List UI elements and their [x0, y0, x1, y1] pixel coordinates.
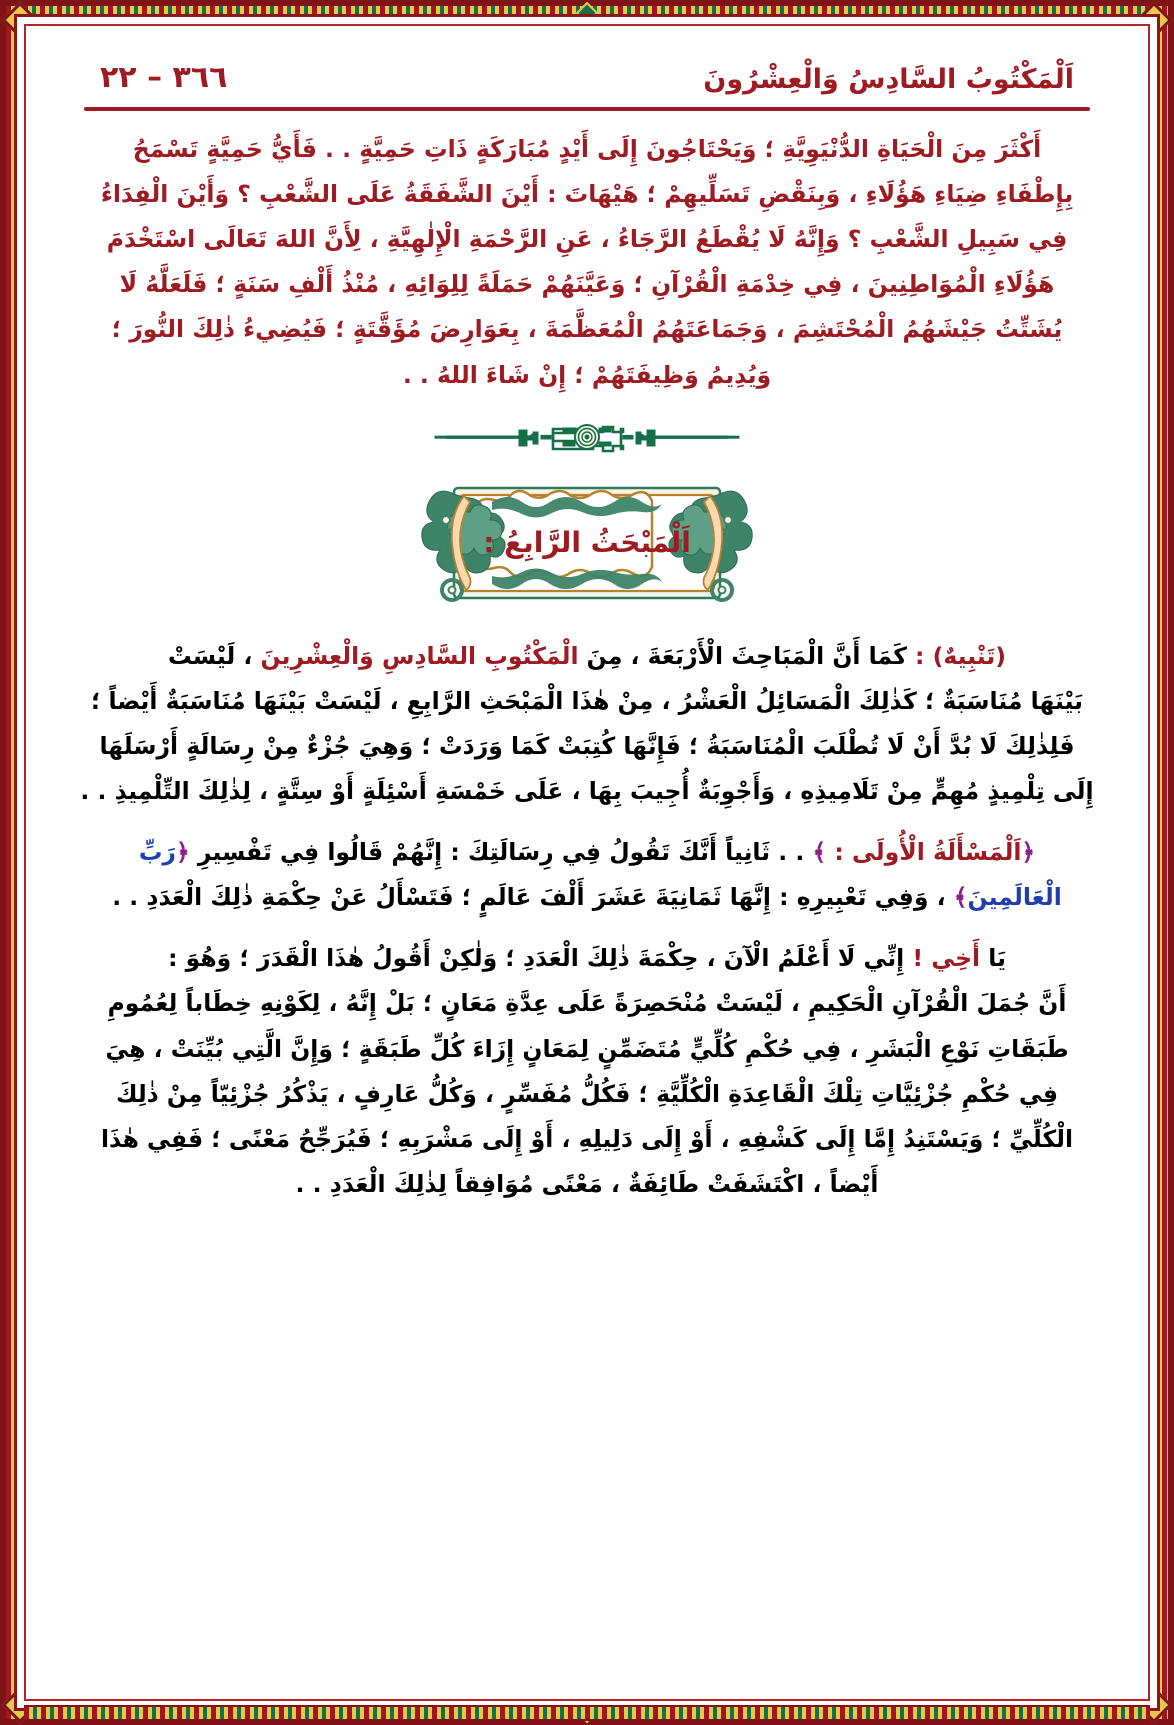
tanbih-line — [70, 724, 1104, 769]
first-question-line — [70, 830, 1104, 875]
answer-run: يَا — [980, 944, 1006, 973]
bottom-ornament-strip — [24, 1705, 1150, 1721]
paragraph-answer — [70, 936, 1104, 1207]
answer-run: أَيْضاً ، اكْتَشَفَتْ طَائِفَةٌ ، مَعْنًى مُوَافِقاً لِذٰلِكَ الْعَدَدِ . . — [295, 1169, 879, 1198]
first-question-run: ﴿ — [175, 838, 190, 867]
intro-line: وَيُدِيمُ وَظِيفَتَهُمْ ؛ إِنْ شَاءَ اللهُ . . — [402, 360, 772, 389]
paragraph-intro — [70, 127, 1104, 398]
intro-line: يُشَتِّتُ جَيْشَهُمُ الْمُحْتَشِمَ ، وَجَمَاعَتَهُمُ الْمُعَظَّمَةَ ، بِعَوَارِضَ مُؤَقَّتَةٍ ؛ فَيُضِيءُ ذٰلِكَ النُّورَ ؛ — [111, 315, 1063, 344]
tanbih-line — [70, 679, 1104, 724]
tanbih-run: كَمَا أَنَّ الْمَبَاحِثَ الْأَرْبَعَةَ ، مِنَ — [578, 641, 907, 670]
tanbih-run: ، لَيْسَتْ — [168, 641, 261, 670]
header-rule — [84, 107, 1090, 111]
answer-run: الْكُلِّيِّ ؛ وَيَسْتَنِدُ إِمَّا إِلَى كَشْفِهِ ، أَوْ إِلَى دَلِيلِهِ ، أَوْ إِلَى مَشْرَبِهِ ؛ فَيُرَجِّحُ مَعْنًى ؛ فَفِي هٰذَا — [100, 1124, 1074, 1153]
first-question-run: ﴿ — [1021, 838, 1036, 867]
first-question-run: الْعَالَمِينَ — [967, 883, 1062, 912]
answer-run: طَبَقَاتِ نَوْعِ الْبَشَرِ ، فِي حُكْمِ كُلِّيٍّ مُتَضَمِّنٍ لِمَعَانٍ إِزَاءَ كُلِّ طَبَقَةٍ ؛ وَإِنَّ الَّتِي بُيِّنَتْ ، هِيَ — [105, 1034, 1069, 1063]
first-question-run: . . ثَانِياً — [717, 838, 813, 867]
answer-run: إِنِّي لَا أَعْلَمُ الْآنَ ، حِكْمَةَ ذٰلِكَ الْعَدَدِ ؛ وَلٰكِنْ أَقُولُ هٰذَا الْقَدَرَ ؛ وَهُوَ : — [168, 944, 913, 973]
first-question-run: ، وَفِي تَعْبِيرِهِ : إِنَّهَا ثَمَانِيَةَ عَشَرَ أَلْفَ عَالَمٍ ؛ فَتَسْأَلُ عَنْ حِكْمَةِ ذٰلِكَ الْعَدَدِ . . — [112, 883, 954, 912]
section-heading-frame — [402, 468, 772, 618]
tanbih-run: بَيْنَهَا مُنَاسَبَةٌ ؛ كَذٰلِكَ الْمَسَائِلُ الْعَشْرُ ، مِنْ هٰذَا الْمَبْحَثِ الرَّابِعِ ، لَيْسَتْ بَيْنَهَا مُنَاسَبَةٌ أَيْضاً ؛ — [90, 686, 1084, 715]
first-question-run: اَلْمَسْأَلَةُ الْأُولَى : — [826, 838, 1022, 867]
page-content — [36, 36, 1138, 1689]
answer-run: أَنَّ جُمَلَ الْقُرْآنِ الْحَكِيمِ ، لَيْسَتْ مُنْحَصِرَةً عَلَى عِدَّةِ مَعَانٍ ؛ بَلْ إِنَّهُ ، لِكَوْنِهِ خِطَاباً لِعُمُومِ — [107, 989, 1067, 1018]
page-header — [64, 54, 1110, 95]
answer-run: أَخِي ! — [912, 944, 981, 973]
tanbih-line — [70, 634, 1104, 679]
first-question-run: ﴾ — [953, 883, 968, 912]
section-heading-text: اَلْمَبْحَثُ الرَّابِعُ : — [483, 525, 691, 559]
tanbih-run: إِلَى تِلْمِيذٍ مُهِمٍّ مِنْ تَلَامِيذِهِ ، وَأَجْوِبَةٌ أُجِيبَ بِهَا ، عَلَى خَمْسَةِ أَسْئِلَةٍ أَوْ سِتَّةٍ ، لِذٰلِكَ التِّلْمِيذِ . . — [80, 776, 1094, 805]
answer-line — [70, 936, 1104, 981]
tanbih-run: (تَنْبِيهٌ) : — [906, 641, 1006, 670]
answer-line — [70, 1162, 1104, 1207]
page-title: اَلْمَكْتُوبُ السَّادِسُ وَالْعِشْرُونَ — [703, 64, 1074, 95]
first-question-run: أَنَّكَ تَقُولُ فِي رِسَالَتِكَ : إِنَّهُمْ قَالُوا فِي تَفْسِيرِ — [189, 838, 717, 867]
answer-line — [70, 1072, 1104, 1117]
paragraph-first-question — [70, 830, 1104, 920]
answer-run: فِي حُكْمِ جُزْئِيَّاتِ تِلْكَ الْقَاعِدَةِ الْكُلِّيَّةِ ؛ فَكُلُّ مُفَسِّرٍ ، وَكُلُّ عَارِفٍ ، يَذْكُرُ جُزْئِيّاً مِنْ ذٰلِكَ — [115, 1079, 1059, 1108]
first-question-line — [70, 875, 1104, 920]
intro-line: فِي سَبِيلِ الشَّعْبِ ؟ وَإِنَّهُ لَا يُقْطَعُ الرَّجَاءُ ، عَنِ الرَّحْمَةِ الْإِلٰهِيَّةِ ، لِأَنَّ اللهَ تَعَالَى اسْتَخْدَمَ — [106, 225, 1068, 254]
page-number: ٣٦٦ – ٢٢ — [100, 60, 228, 95]
tanbih-line — [70, 769, 1104, 814]
intro-line: أَكْثَرَ مِنَ الْحَيَاةِ الدُّنْيَوِيَّةِ ؛ وَيَحْتَاجُونَ إِلَى أَيْدٍ مُبَارَكَةٍ ذَاتِ حَمِيَّةٍ . . فَأَيُّ حَمِيَّةٍ تَسْمَحُ — [132, 135, 1042, 163]
first-question-run: رَبِّ — [138, 838, 176, 867]
intro-line: هَؤُلَاءِ الْمُوَاطِنِينَ ، فِي خِدْمَةِ الْقُرْآنِ ؛ وَعَيَّنَهُمْ حَمَلَةً لِلِوَائِهِ ، مُنْذُ أَلْفِ سَنَةٍ ؛ فَلَعَلَّهُ لَا — [119, 270, 1055, 299]
floral-ornament-divider-icon — [427, 420, 747, 454]
first-question-run: ﴾ — [812, 838, 827, 867]
answer-line — [70, 1027, 1104, 1072]
answer-line — [70, 981, 1104, 1026]
answer-line — [70, 1117, 1104, 1162]
tanbih-run: فَلِذٰلِكَ لَا بُدَّ أَنْ لَا تُطْلَبَ الْمُنَاسَبَةُ ؛ فَإِنَّهَا كُتِبَتْ كَمَا وَرَدَتْ ؛ وَهِيَ جُزْءٌ مِنْ رِسَالَةٍ أَرْسَلَهَا — [99, 731, 1075, 760]
paragraph-tanbih — [70, 634, 1104, 814]
tanbih-run: الْمَكْتُوبِ السَّادِسِ وَالْعِشْرِينَ — [260, 641, 579, 670]
intro-line: بِإِطْفَاءِ ضِيَاءِ هَؤُلَاءِ ، وَبِنَقْضِ تَسَلِّيهِمْ ؛ هَيْهَاتَ : أَيْنَ الشَّفَقَةُ عَلَى الشَّعْبِ ؟ وَأَيْنَ الْفِدَاءُ — [100, 180, 1074, 209]
